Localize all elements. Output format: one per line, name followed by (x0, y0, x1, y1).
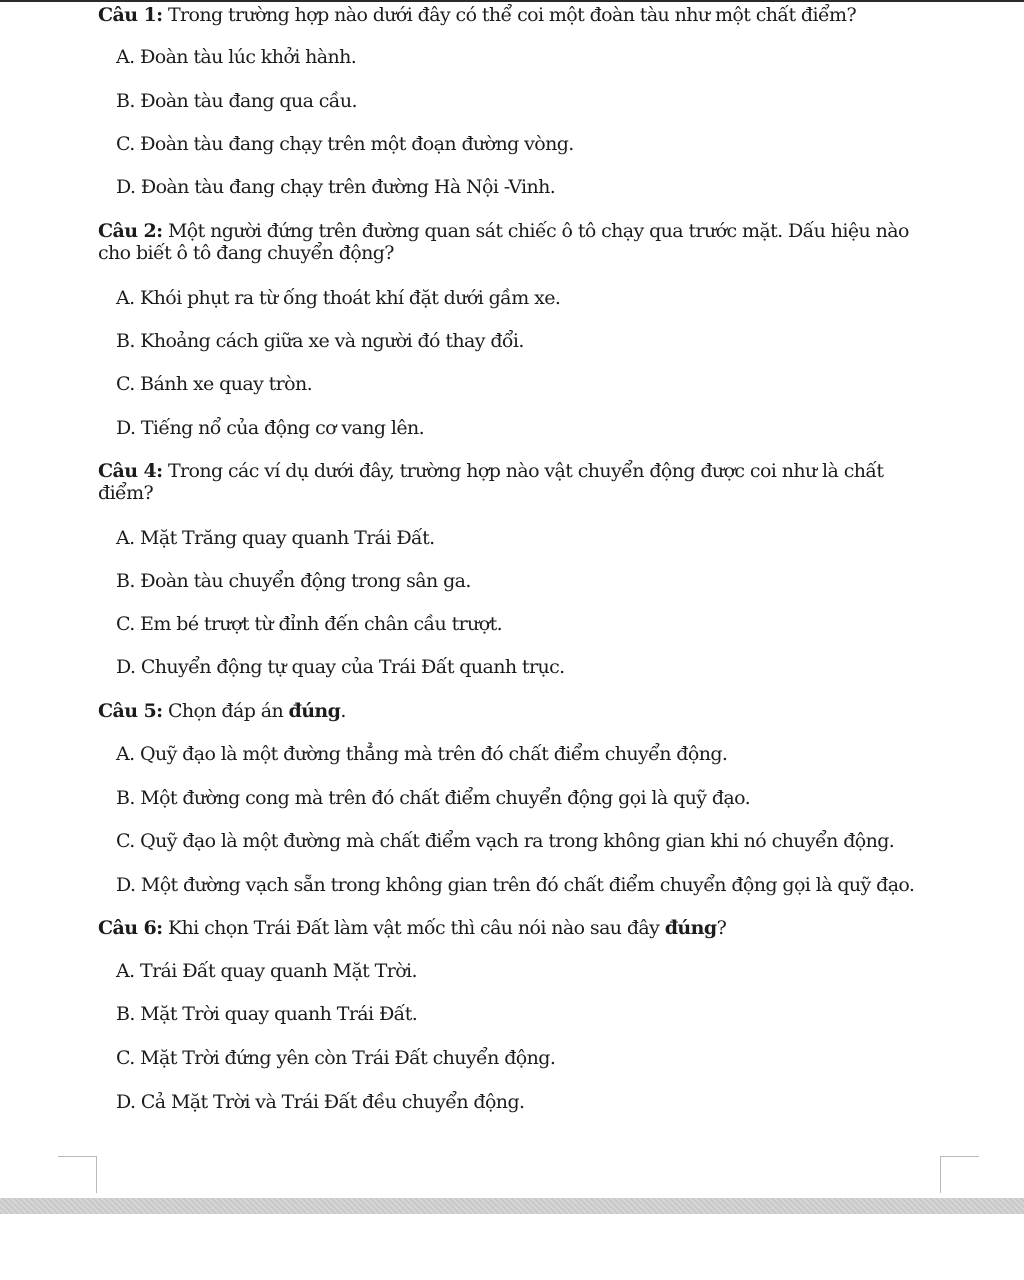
question-4-option-b: B. Đoàn tàu chuyển động trong sân ga. (116, 570, 471, 592)
question-text-end: . (340, 700, 346, 722)
question-4-option-a: A. Mặt Trăng quay quanh Trái Đất. (116, 527, 435, 549)
question-text: Một người đứng trên đường quan sát chiếc ô tô chạy qua trước mặt. Dấu hiệu nào cho biết ô tô đang chuyển động? (98, 220, 909, 264)
question-2-option-b: B. Khoảng cách giữa xe và người đó thay đổi. (116, 330, 524, 352)
question-emphasis: đúng (288, 700, 341, 722)
question-5-option-d: D. Một đường vạch sẵn trong không gian trên đó chất điểm chuyển động gọi là quỹ đạo. (116, 874, 915, 896)
page-corner-mark-left (58, 1156, 97, 1193)
question-2-option-a: A. Khói phụt ra từ ống thoát khí đặt dưới gầm xe. (116, 287, 561, 309)
question-6-option-a: A. Trái Đất quay quanh Mặt Trời. (116, 960, 417, 982)
question-label: Câu 6: (98, 917, 163, 939)
question-6-option-b: B. Mặt Trời quay quanh Trái Đất. (116, 1003, 418, 1025)
question-1-option-b: B. Đoàn tàu đang qua cầu. (116, 90, 357, 112)
question-2 (98, 220, 943, 264)
page-corner-mark-right (940, 1156, 979, 1193)
question-label: Câu 5: (98, 700, 163, 722)
page-separator (0, 1198, 1024, 1214)
question-1-option-a: A. Đoàn tàu lúc khởi hành. (116, 46, 357, 68)
question-5 (98, 700, 346, 722)
question-text: Chọn đáp án (162, 700, 289, 722)
question-text: Trong các ví dụ dưới đây, trường hợp nào vật chuyển động được coi như là chất điểm? (98, 460, 884, 504)
question-1-option-d: D. Đoàn tàu đang chạy trên đường Hà Nội -Vinh. (116, 176, 556, 198)
question-5-option-a: A. Quỹ đạo là một đường thẳng mà trên đó chất điểm chuyển động. (116, 743, 728, 765)
question-text: Trong trường hợp nào dưới đây có thể coi một đoàn tàu như một chất điểm? (162, 4, 857, 26)
question-label: Câu 4: (98, 460, 163, 482)
question-6-option-c: C. Mặt Trời đứng yên còn Trái Đất chuyển động. (116, 1047, 556, 1069)
question-label: Câu 2: (98, 220, 163, 242)
question-4 (98, 460, 943, 504)
question-1 (98, 4, 856, 26)
question-text-end: ? (716, 917, 727, 939)
question-6-option-d: D. Cả Mặt Trời và Trái Đất đều chuyển động. (116, 1091, 525, 1113)
question-5-option-c: C. Quỹ đạo là một đường mà chất điểm vạch ra trong không gian khi nó chuyển động. (116, 830, 895, 852)
question-4-option-c: C. Em bé trượt từ đỉnh đến chân cầu trượt. (116, 613, 503, 635)
question-6 (98, 917, 726, 939)
question-label: Câu 1: (98, 4, 163, 26)
question-2-option-c: C. Bánh xe quay tròn. (116, 373, 313, 395)
question-text: Khi chọn Trái Đất làm vật mốc thì câu nói nào sau đây (162, 917, 665, 939)
page-top-border (0, 0, 1024, 2)
question-1-option-c: C. Đoàn tàu đang chạy trên một đoạn đường vòng. (116, 133, 574, 155)
question-5-option-b: B. Một đường cong mà trên đó chất điểm chuyển động gọi là quỹ đạo. (116, 787, 751, 809)
question-emphasis: đúng (664, 917, 717, 939)
question-2-option-d: D. Tiếng nổ của động cơ vang lên. (116, 417, 425, 439)
question-4-option-d: D. Chuyển động tự quay của Trái Đất quanh trục. (116, 656, 565, 678)
